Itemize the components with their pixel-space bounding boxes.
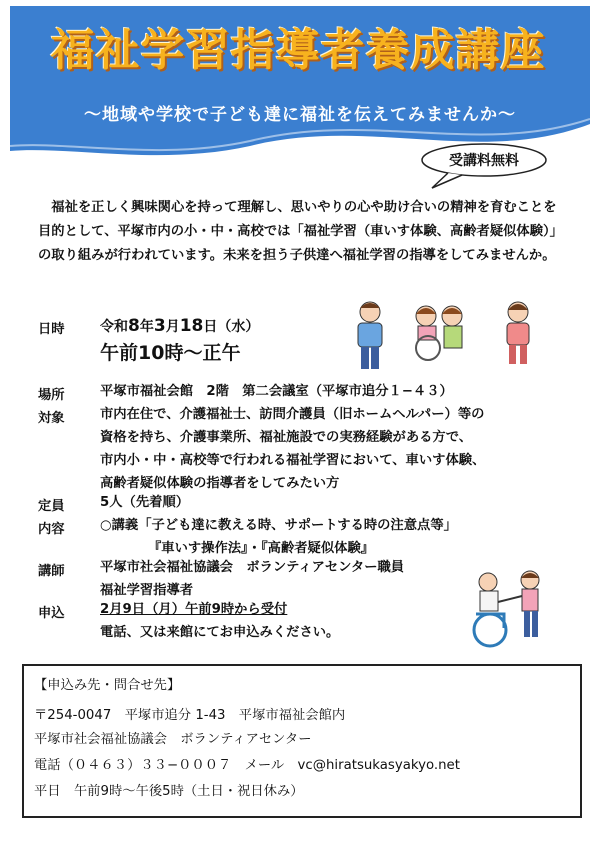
lecturer-line-1: 平塚市社会福祉協議会 ボランティアセンター職員 xyxy=(100,560,405,575)
free-badge xyxy=(418,142,550,180)
date-weekday: （水） xyxy=(217,319,260,335)
place-label: 場所 xyxy=(38,388,65,403)
apply-line-2: 電話、又は来館にてお申込みください。 xyxy=(100,625,340,640)
place-value: 平塚市福祉会館 2階 第二会議室（平塚市追分１−４３） xyxy=(100,384,453,399)
date-month-unit: 月 xyxy=(165,319,180,335)
caregiver-person-icon xyxy=(500,300,536,366)
contact-address: 〒254-0047 平塚市追分 1-43 平塚市福祉会館内 xyxy=(34,708,346,723)
target-line-1: 市内在住で、介護福祉士、訪問介護員（旧ホームヘルパー）等の xyxy=(100,407,485,422)
event-time: 午前10時〜正午 xyxy=(100,342,241,364)
event-date xyxy=(100,316,259,336)
capacity-label: 定員 xyxy=(38,499,65,514)
page-subtitle: 〜地域や学校で子ども達に福祉を伝えてみませんか〜 xyxy=(84,105,516,125)
contact-heading: 【申込み先・問合せ先】 xyxy=(34,678,181,693)
apply-label: 申込 xyxy=(38,606,65,621)
lecturer-line-2: 福祉学習指導者 xyxy=(100,583,194,598)
content-line-2: 『車いす操作法』・『高齢者疑似体験』 xyxy=(148,541,375,556)
target-label: 対象 xyxy=(38,411,65,426)
lecturer-label: 講師 xyxy=(38,564,65,579)
apply-line-1: 2月9日（月）午前9時から受付 xyxy=(100,602,288,617)
contact-box xyxy=(22,664,582,818)
contact-org: 平塚市社会福祉協議会 ボランティアセンター xyxy=(34,732,312,747)
free-badge-label: 受講料無料 xyxy=(449,153,519,169)
wheelchair-assist-icon xyxy=(458,568,550,652)
content-label: 内容 xyxy=(38,522,65,537)
date-day-unit: 日 xyxy=(203,319,218,335)
capacity-value: 5人（先着順） xyxy=(100,495,190,510)
date-month: 3 xyxy=(153,316,166,336)
date-prefix: 令和 xyxy=(100,319,128,335)
contact-phone-email: 電話（０４６３）３３−０００７ メール vc@hiratsukasyakyo.net xyxy=(34,758,460,773)
page-title: 福祉学習指導者養成講座 xyxy=(50,25,546,76)
intro-paragraph: 福祉を正しく興味関心を持って理解し、思いやりの心や助け合いの精神を育むことを目的として、平塚市内の小・中・高校では「福祉学習（車いす体験、高齢者疑似体験）」の取り組みが行われています。未来を担う子供達へ福祉学習の指導をしてみませんか。 xyxy=(38,200,563,263)
content-line-1: ○講義「子ども達に教える時、サポートする時の注意点等」 xyxy=(100,518,457,533)
target-line-3: 市内小・中・高校等で行われる福祉学習において、車いす体験、 xyxy=(100,453,486,468)
staff-person-icon xyxy=(350,300,390,372)
date-year: 8 xyxy=(128,316,140,336)
target-line-4: 高齢者疑似体験の指導者をしてみたい方 xyxy=(100,476,340,491)
target-line-2: 資格を持ち、介護事業所、福祉施設での実務経験がある方で、 xyxy=(100,430,473,445)
children-wheelchair-icon xyxy=(408,302,470,362)
date-label: 日時 xyxy=(38,322,65,337)
contact-hours: 平日 午前9時〜午後5時（土日・祝日休み） xyxy=(34,784,304,799)
date-year-unit: 年 xyxy=(139,319,154,335)
date-day: 18 xyxy=(179,316,204,336)
